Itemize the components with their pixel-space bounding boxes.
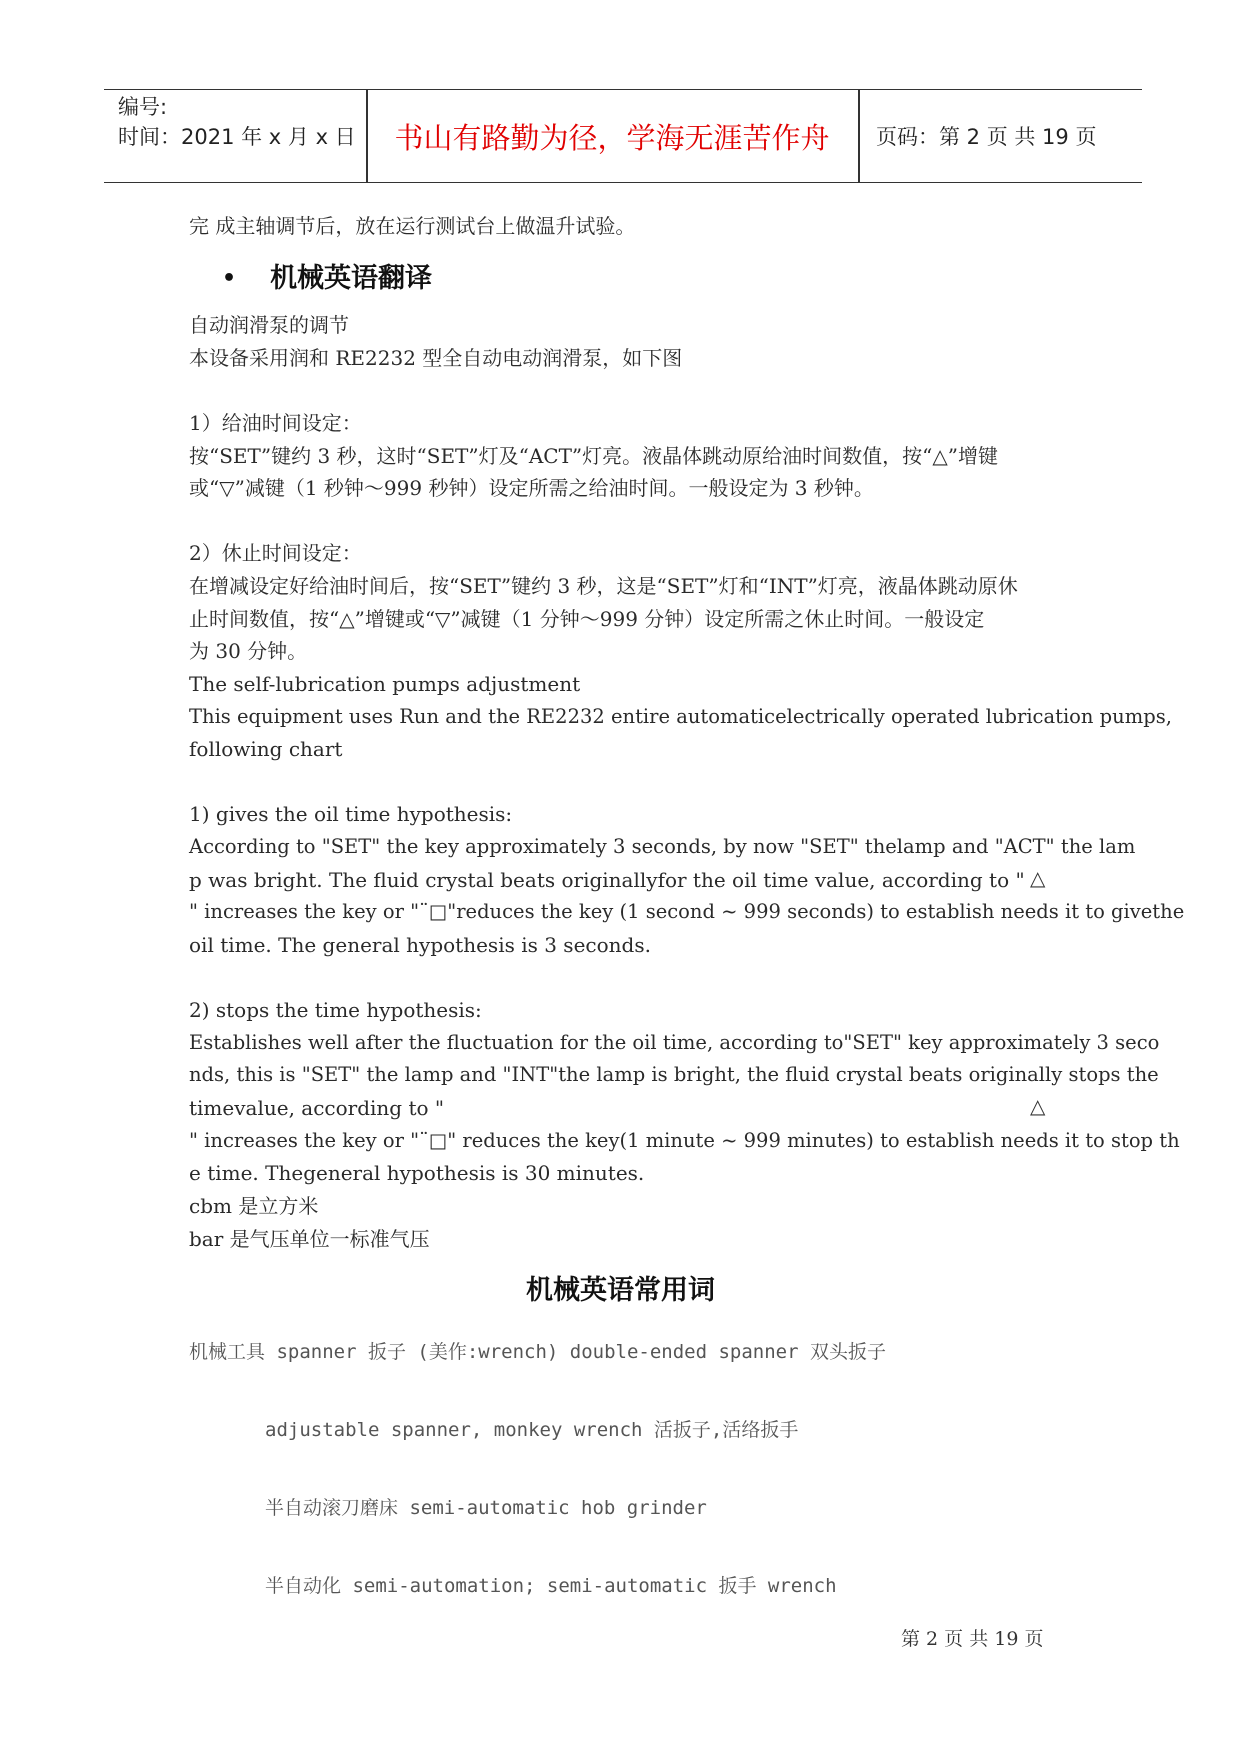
header-divider [858,90,860,182]
paragraph-line: " increases the key or "¨□"reduces the key (1 second ~ 999 seconds) to establish needs it to givethe [189,900,1185,923]
paragraph-line: p was bright. The fluid crystal beats originallyfor the oil time value, according to " [189,868,1025,892]
triangle-symbol: △ [1030,866,1046,890]
paragraph-line: 2) stops the time hypothesis: [189,998,482,1022]
paragraph-line: e time. Thegeneral hypothesis is 30 minutes. [189,1161,645,1185]
paragraph-line: This equipment uses Run and the RE2232 entire automaticelectrically operated lubrication pumps, [189,705,1172,728]
paragraph-line: timevalue, according to " [189,1096,445,1120]
paragraph-line: According to "SET" the key approximately 3 seconds, by now "SET" thelamp and "ACT" the lam [189,835,1136,858]
paragraph-line: following chart [189,737,343,761]
paragraph-line: cbm 是立方米 [189,1194,319,1218]
paragraph-line: 按“SET”键约 3 秒，这时“SET”灯及“ACT”灯亮。液晶体跳动原给油时间数值，按“△”增键 [189,444,998,468]
intro-line: 完 成主轴调节后，放在运行测试台上做温升试验。 [189,214,636,238]
paragraph-line: bar 是气压单位一标准气压 [189,1227,430,1251]
paragraph-line: 本设备采用润和 RE2232 型全自动电动润滑泵，如下图 [189,346,683,370]
header-motto: 书山有路勤为径，学海无涯苦作舟 [394,120,830,155]
vocab-line: 机械工具 spanner 扳子 (美作:wrench) double-ended spanner 双头扳子 [189,1341,886,1363]
paragraph-line: " increases the key or "¨□" reduces the key(1 minute ~ 999 minutes) to establish needs it to stop th [189,1129,1180,1152]
paragraph-line: The self-lubrication pumps adjustment [189,672,581,696]
paragraph-line: 为 30 分钟。 [189,639,308,663]
time-label: 时间：2021 年 x 月 x 日 [118,125,356,149]
paragraph-line: 1) gives the oil time hypothesis: [189,802,513,826]
section-title-vocabulary: 机械英语常用词 [526,1275,715,1306]
section-title-translation [222,256,432,295]
paragraph-line: 自动润滑泵的调节 [189,313,349,337]
paragraph-line: oil time. The general hypothesis is 3 seconds. [189,933,651,957]
triangle-symbol: △ [1030,1094,1046,1118]
paragraph-line: 在增减设定好给油时间后，按“SET”键约 3 秒，这是“SET”灯和“INT”灯亮，液晶体跳动原休 [189,574,1018,598]
header-meta [118,92,356,152]
paragraph-line: 或“▽”减键（1 秒钟～999 秒钟）设定所需之给油时间。一般设定为 3 秒钟。 [189,476,874,500]
bullet-icon: • [222,266,237,291]
paragraph-line: 止时间数值，按“△”增键或“▽”减键（1 分钟～999 分钟）设定所需之休止时间。一般设定 [189,607,985,631]
serial-label: 编号: [118,95,168,119]
paragraph-line: Establishes well after the fluctuation for the oil time, according to"SET" key approximately 3 seco [189,1031,1160,1054]
page-footer: 第 2 页 共 19 页 [901,1628,1044,1650]
paragraph-line: 2）休止时间设定： [189,541,362,565]
paragraph-line: 1）给油时间设定： [189,411,362,435]
header-page-label: 页码：第 2 页 共 19 页 [876,125,1097,149]
section-title-text: 机械英语翻译 [270,263,433,294]
vocab-line: 半自动滚刀磨床 semi-automatic hob grinder [265,1497,707,1519]
vocab-line: adjustable spanner, monkey wrench 活扳子,活络扳手 [265,1419,799,1441]
paragraph-line: nds, this is "SET" the lamp and "INT"the lamp is bright, the fluid crystal beats originally stops the [189,1063,1159,1086]
page-header [104,89,1142,183]
vocab-line: 半自动化 semi-automation; semi-automatic 扳手 wrench [265,1575,837,1597]
